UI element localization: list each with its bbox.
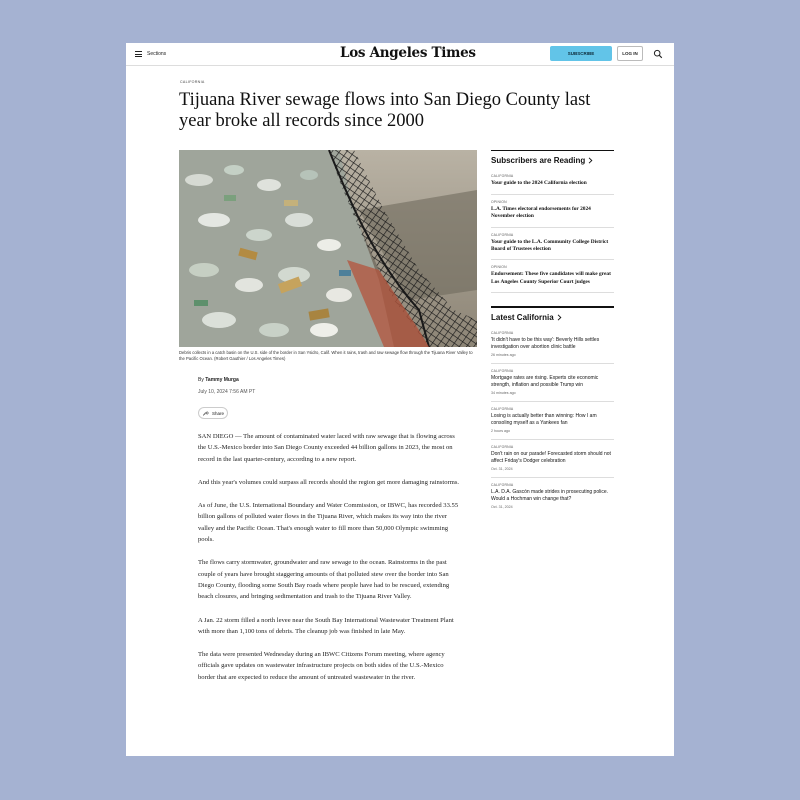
body-paragraph: SAN DIEGO — The amount of contaminated water laced with raw sewage that is flowing across the U.S.-Mexico border into San Diego County exceeded 44 billion gallons in 2023, the most on record in the last quarter-century, according to a new report.: [198, 433, 455, 463]
item-category: CALIFORNIA: [491, 174, 514, 179]
image-caption: Debris collects in a catch basin on the U.S. side of the border in San Ysidro, Calif. When it rains, trash and raw sewage flow through the Tijuana River Valley to the Pacific Ocean. (Robert Gauthier / Los Angeles Times): [179, 350, 473, 361]
item-timestamp: 2 hours ago: [491, 428, 510, 433]
body-paragraph: As of June, the U.S. International Boundary and Water Commission, or IBWC, has recorded 33.55 billion gallons of polluted water flows in the Tijuana River, which makes its way into the river valley and the Pacific Ocean. That's enough water to fill more than 50,000 Olympic swimming pools.: [198, 502, 459, 544]
hero-image: [179, 150, 477, 347]
sections-menu-button[interactable]: [135, 47, 166, 61]
body-paragraph: A Jan. 22 storm filled a north levee near the South Bay International Wastewater Treatment Plant with more than 1,100 tons of debris. The cleanup job was finished in late May.: [198, 616, 454, 635]
list-item[interactable]: [491, 195, 614, 228]
login-button[interactable]: LOG IN: [617, 46, 643, 61]
subscribe-button[interactable]: SUBSCRIBE: [550, 46, 612, 61]
article-body: [198, 431, 460, 695]
site-header: [126, 43, 674, 65]
header-divider: [126, 65, 674, 66]
list-item[interactable]: [491, 260, 614, 293]
article-kicker[interactable]: CALIFORNIA: [180, 80, 205, 84]
site-logo[interactable]: Los Angeles Times: [340, 45, 476, 61]
article-headline: Tijuana River sewage flows into San Diego County last year broke all records since 2000: [179, 90, 591, 131]
item-headline[interactable]: 'It didn't have to be this way': Beverly Hills settles investigation over abortion clinic battle: [491, 336, 600, 350]
share-label: Share: [212, 410, 225, 416]
item-category: CALIFORNIA: [491, 406, 514, 411]
latest-california-title[interactable]: [491, 313, 614, 322]
list-item[interactable]: [491, 364, 614, 402]
list-item[interactable]: [491, 440, 614, 478]
item-headline[interactable]: Endorsement: These five candidates will make great Los Angeles County Superior Court judges: [491, 271, 611, 285]
sidebar-divider: [491, 150, 614, 151]
item-headline[interactable]: Your guide to the L.A. Community College District Board of Trustees election: [491, 238, 609, 253]
item-category: CALIFORNIA: [491, 232, 514, 237]
list-item[interactable]: [491, 326, 614, 364]
item-timestamp: 34 minutes ago: [491, 390, 516, 395]
item-category: CALIFORNIA: [491, 330, 514, 335]
item-headline[interactable]: Don't rain on our parade! Forecasted storm should not affect Friday's Dodger celebration: [491, 450, 611, 464]
subscribers-reading-label: Subscribers are Reading: [491, 156, 586, 166]
byline-prefix: By: [198, 377, 204, 383]
item-timestamp: Oct. 31, 2024: [491, 466, 513, 471]
body-paragraph: The flows carry stormwater, groundwater and raw sewage to the ocean. Rainstorms in the past couple of years have brought staggering amounts of that polluted stew over the border into San Diego County, flooding some South Bay roads where people have had to be rescued, extending beach closures, and bringing sedimentation and trash to the Tijuana River Valley.: [198, 559, 450, 601]
item-category: OPINION: [491, 199, 507, 204]
list-item[interactable]: [491, 169, 614, 194]
body-paragraph: The data were presented Wednesday during an IBWC Citizens Forum meeting, where agency officials gave updates on wastewater infrastructure projects on both sides of the U.S.-Mexico border that are expected to reduce the amount of untreated wastewater in the river.: [198, 651, 445, 681]
search-icon[interactable]: [653, 49, 663, 59]
chevron-right-icon: [557, 314, 562, 321]
item-headline[interactable]: Mortgage rates are rising. Experts cite economic strength, inflation and possible Trump win: [491, 374, 599, 388]
list-item[interactable]: [491, 228, 614, 261]
item-category: CALIFORNIA: [491, 482, 514, 487]
item-headline[interactable]: L.A. Times electoral endorsements for 2024 November election: [491, 205, 591, 220]
article-page: [126, 43, 674, 756]
author-name[interactable]: Tammy Murga: [205, 377, 239, 383]
item-headline[interactable]: Losing is actually better than winning: How I am consoling myself as a Yankees fan: [491, 412, 597, 426]
share-button[interactable]: [198, 407, 228, 419]
subscribers-reading-title[interactable]: [491, 156, 614, 165]
share-icon: [203, 411, 209, 416]
sections-label: Sections: [147, 51, 167, 57]
item-category: CALIFORNIA: [491, 368, 514, 373]
byline: [198, 377, 239, 383]
item-category: OPINION: [491, 265, 507, 270]
item-headline[interactable]: Your guide to the 2024 California election: [491, 180, 587, 187]
publish-date: July 10, 2024 7:56 AM PT: [198, 389, 256, 395]
item-headline[interactable]: L.A. D.A. Gascón made strides in prosecuting police. Would a Hochman win change that?: [491, 488, 609, 502]
item-timestamp: Oct. 31, 2024: [491, 504, 513, 509]
hamburger-icon: [135, 51, 142, 57]
body-paragraph: And this year's volumes could surpass all records should the region get more damaging rainstorms.: [198, 478, 460, 486]
item-timestamp: 26 minutes ago: [491, 352, 516, 357]
latest-california-label: Latest California: [491, 312, 554, 322]
item-category: CALIFORNIA: [491, 444, 514, 449]
list-item[interactable]: [491, 478, 614, 515]
list-item[interactable]: [491, 402, 614, 440]
sidebar-divider: [491, 306, 614, 307]
sidebar: [491, 150, 614, 515]
chevron-right-icon: [588, 157, 593, 164]
